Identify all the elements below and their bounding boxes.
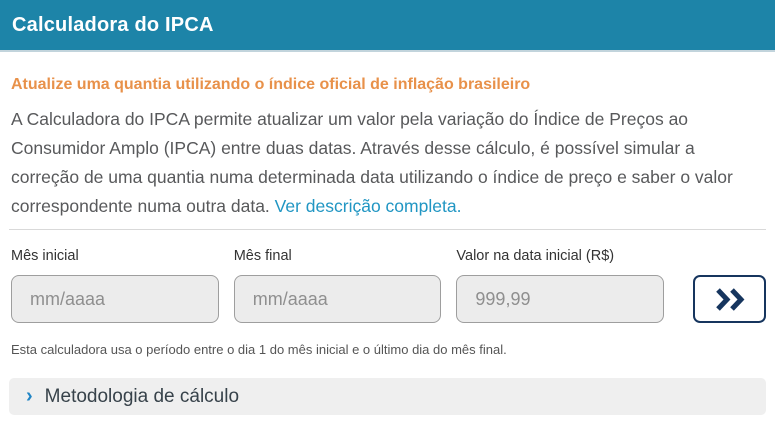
calculate-button[interactable]	[693, 275, 766, 323]
final-month-input[interactable]	[234, 275, 442, 323]
final-month-label: Mês final	[233, 248, 292, 264]
initial-value-input[interactable]	[456, 275, 664, 323]
chevron-right-icon: ›	[26, 384, 33, 407]
field-initial-month	[11, 248, 219, 323]
field-final-month	[234, 248, 442, 323]
calculator-panel	[0, 76, 775, 415]
initial-month-label: Mês inicial	[11, 248, 79, 264]
initial-month-input[interactable]	[11, 275, 219, 323]
page-title: Calculadora do IPCA	[12, 13, 214, 36]
calculator-form	[11, 248, 766, 323]
methodology-accordion-label: Metodologia de cálculo	[44, 385, 240, 407]
calculator-description	[11, 105, 763, 221]
description-text: A Calculadora do IPCA permite atualizar um valor pela variação do Índice de Preços ao Consumidor Amplo (IPCA) entre duas datas. Através desse cálculo, é possível simular a correção de uma quantia numa determinada data utilizando o índice de preço e saber o valor correspondente numa outra data.	[11, 109, 733, 216]
field-initial-value	[456, 248, 664, 323]
period-note: Esta calculadora usa o período entre o dia 1 do mês inicial e o último dia do mês final.	[11, 342, 507, 357]
methodology-accordion[interactable]	[9, 378, 766, 415]
page-header	[0, 0, 775, 52]
full-description-link[interactable]: Ver descrição completa.	[274, 196, 462, 216]
initial-value-label: Valor na data inicial (R$)	[456, 248, 615, 264]
divider	[9, 229, 766, 230]
double-chevron-right-icon	[713, 287, 747, 312]
calculator-subtitle: Atualize uma quantia utilizando o índice oficial de inflação brasileiro	[11, 76, 531, 93]
